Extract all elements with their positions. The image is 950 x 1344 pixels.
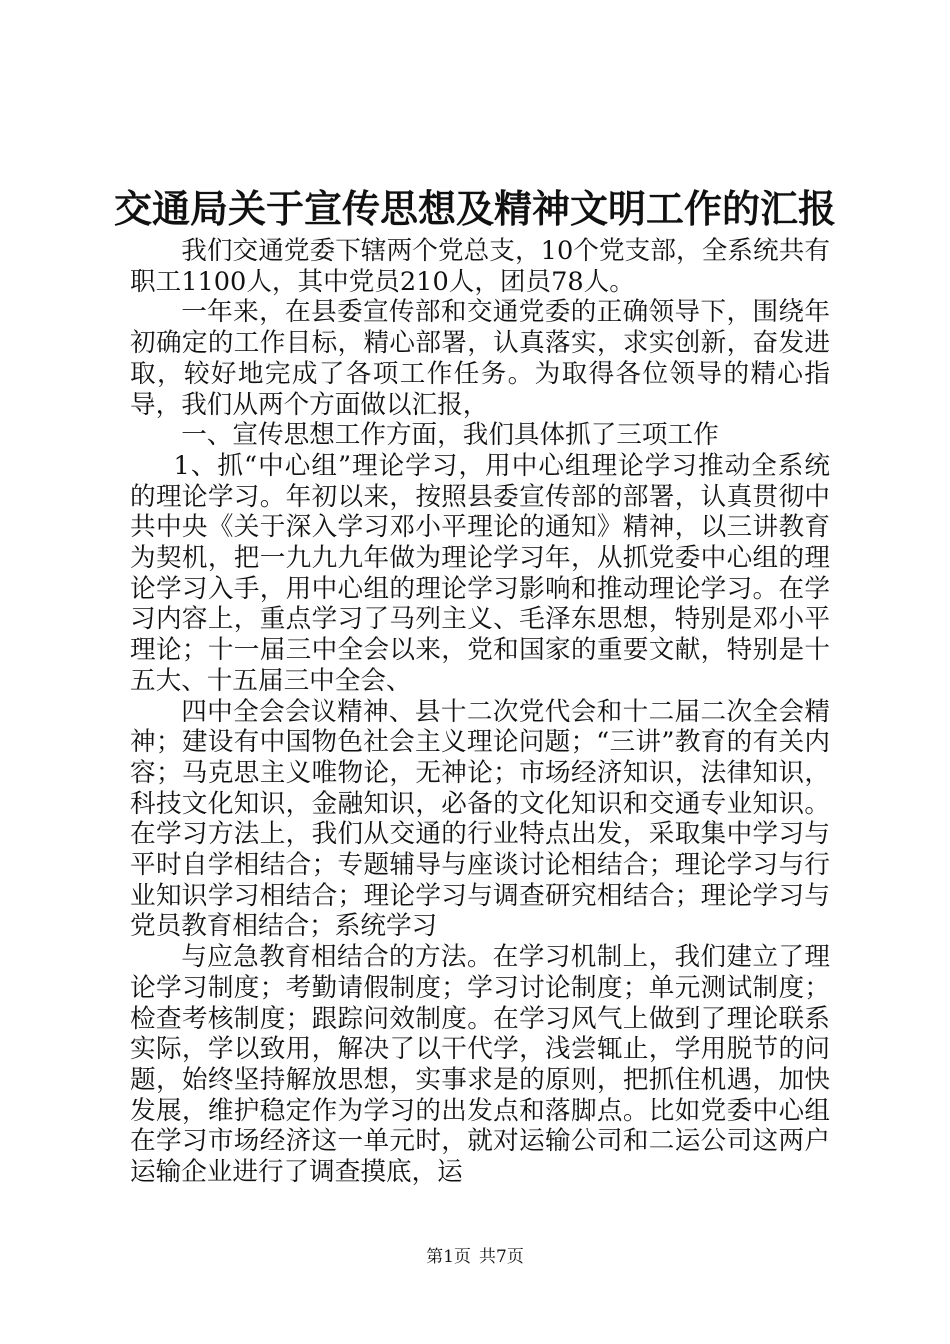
paragraph-3: 一、宣传思想工作方面，我们具体抓了三项工作	[181, 420, 719, 451]
paragraph-1: 我们交通党委下辖两个党总支，10个党支部，全系统共有职工1100人，其中党员210人，团员78人。	[130, 236, 830, 297]
paragraph-2: 一年来，在县委宣传部和交通党委的正确领导下，围绕年初确定的工作目标，精心部署，认真落实，求实创新，奋发进取，较好地完成了各项工作任务。为取得各位领导的精心指导，我们从两个方面做以汇报，	[130, 297, 830, 420]
paragraph-6: 与应急教育相结合的方法。在学习机制上，我们建立了理论学习制度；考勤请假制度；学习讨论制度；单元测试制度；检查考核制度；跟踪问效制度。在学习风气上做到了理论联系实际，学以致用，解决了以干代学，浅尝辄止，学用脱节的问题，始终坚持解放思想，实事求是的原则，把抓住机遇，加快发展，维护稳定作为学习的出发点和落脚点。比如党委中心组在学习市场经济这一单元时，就对运输公司和二运公司这两户运输企业进行了调查摸底，运	[130, 942, 830, 1188]
document-title: 交通局关于宣传思想及精神文明工作的汇报	[113, 186, 836, 231]
page-number: 第1页	[426, 1247, 471, 1267]
page-total: 共7页	[479, 1247, 524, 1267]
paragraph-5: 四中全会会议精神、县十二次党代会和十二届二次全会精神；建设有中国物色社会主义理论问题；“三讲”教育的有关内容；马克思主义唯物论，无神论；市场经济知识，法律知识，科技文化知识，金融知识，必备的文化知识和交通专业知识。在学习方法上，我们从交通的行业特点出发，采取集中学习与平时自学相结合；专题辅导与座谈讨论相结合；理论学习与行业知识学习相结合；理论学习与调查研究相结合；理论学习与党员教育相结合；系统学习	[130, 696, 830, 942]
page-footer	[0, 1246, 950, 1268]
paragraph-4: 1、抓“中心组”理论学习，用中心组理论学习推动全系统的理论学习。年初以来，按照县委宣传部的部署，认真贯彻中共中央《关于深入学习邓小平理论的通知》精神，以三讲教育为契机，把一九九九年做为理论学习年，从抓党委中心组的理论学习入手，用中心组的理论学习影响和推动理论学习。在学习内容上，重点学习了马列主义、毛泽东思想，特别是邓小平理论；十一届三中全会以来，党和国家的重要文献，特别是十五大、十五届三中全会、	[130, 450, 830, 696]
document-body	[130, 236, 830, 1188]
